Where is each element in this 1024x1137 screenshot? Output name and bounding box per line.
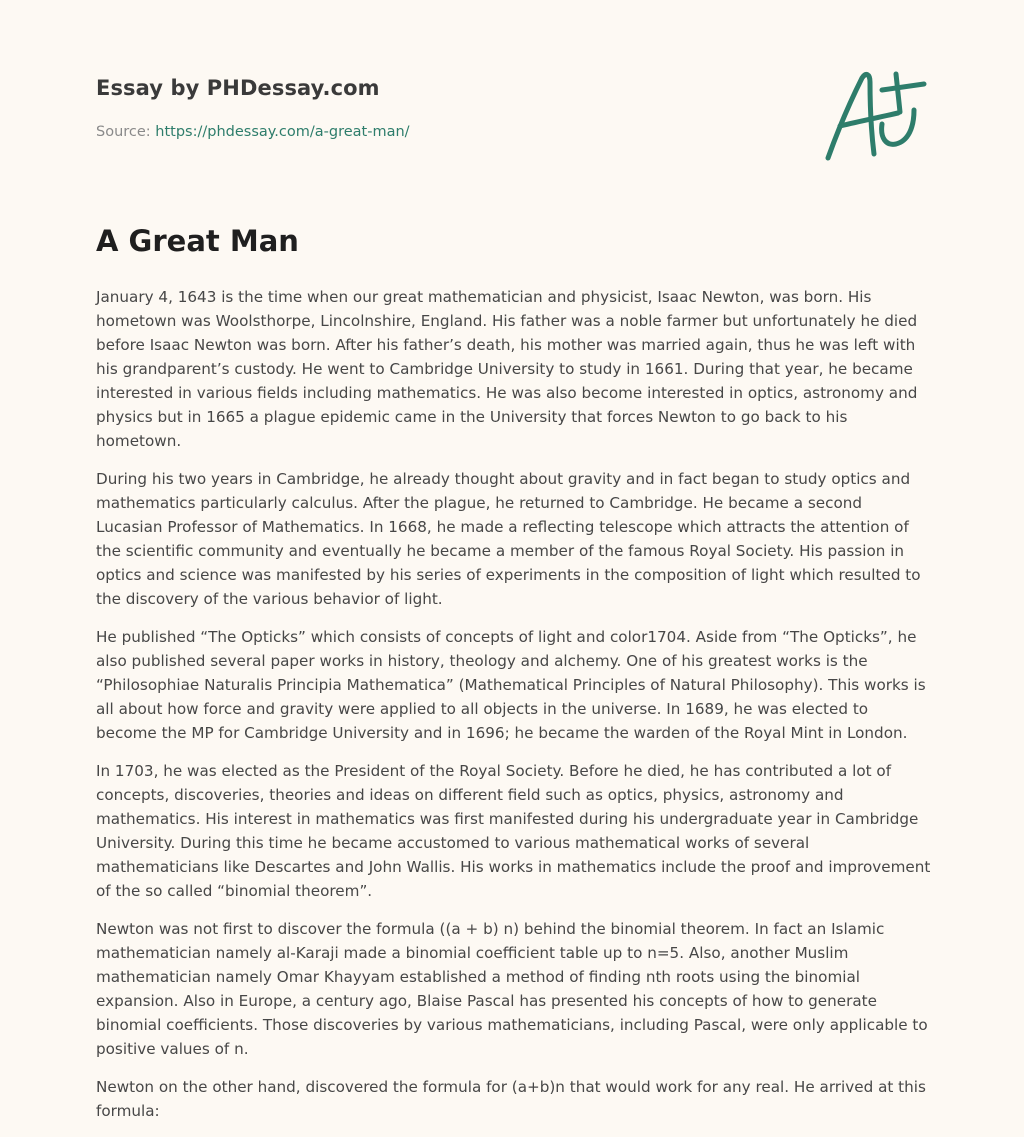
page-header	[96, 0, 932, 200]
source-link[interactable]: https://phdessay.com/a-great-man/	[155, 124, 410, 140]
essay-paragraph-2: During his two years in Cambridge, he already thought about gravity and in fact began to study optics and mathematics particularly calculus. After the plague, he returned to Cambridge. He became a second Lucasian Professor of Mathematics. In 1668, he made a reflecting telescope which attracts the attention of the scientific community and eventually he became a member of the famous Royal Society. His passion in optics and science was manifested by his series of experiments in the composition of light which resulted to the discovery of the various behavior of light.	[96, 470, 921, 608]
essay-page	[96, 0, 932, 1120]
essay-title: A Great Man	[96, 224, 299, 258]
source-line	[96, 124, 410, 140]
essay-paragraph-6: Newton on the other hand, discovered the formula for (a+b)n that would work for any real. He arrived at this formula:	[96, 1078, 926, 1120]
site-brand: Essay by PHDessay.com	[96, 76, 380, 100]
essay-paragraph-4: In 1703, he was elected as the President of the Royal Society. Before he died, he has contributed a lot of concepts, discoveries, theories and ideas on different field such as optics, physics, astronomy and mathematics. His interest in mathematics was first manifested during his undergraduate year in Cambridge University. During this time he became accustomed to various mathematical works of several mathematicians like Descartes and John Wallis. His works in mathematics include the proof and improvement of the so called “binomial theorem”.	[96, 762, 931, 900]
a-plus-logo-icon	[824, 66, 928, 164]
source-label: Source:	[96, 124, 156, 140]
essay-paragraph-1: January 4, 1643 is the time when our great mathematician and physicist, Isaac Newton, was born. His hometown was Woolsthorpe, Lincolnshire, England. His father was a noble farmer but unfortunately he died before Isaac Newton was born. After his father’s death, his mother was married again, thus he was left with his grandparent’s custody. He went to Cambridge University to study in 1661. During that year, he became interested in various fields including mathematics. He was also become interested in optics, astronomy and physics but in 1665 a plague epidemic came in the University that forces Newton to go back to his hometown.	[96, 288, 918, 450]
essay-body	[96, 285, 932, 1137]
essay-paragraph-3: He published “The Opticks” which consists of concepts of light and color1704. Aside from “The Opticks”, he also published several paper works in history, theology and alchemy. One of his greatest works is the “Philosophiae Naturalis Principia Mathematica” (Mathematical Principles of Natural Philosophy). This works is all about how force and gravity were applied to all objects in the universe. In 1689, he was elected to become the MP for Cambridge University and in 1696; he became the warden of the Royal Mint in London.	[96, 628, 926, 742]
essay-paragraph-5: Newton was not first to discover the formula ((a + b) n) behind the binomial theorem. In fact an Islamic mathematician namely al-Karaji made a binomial coefficient table up to n=5. Also, another Muslim mathematician namely Omar Khayyam established a method of finding nth roots using the binomial expansion. Also in Europe, a century ago, Blaise Pascal has presented his concepts of how to generate binomial coefficients. Those discoveries by various mathematicians, including Pascal, were only applicable to positive values of n.	[96, 920, 928, 1058]
